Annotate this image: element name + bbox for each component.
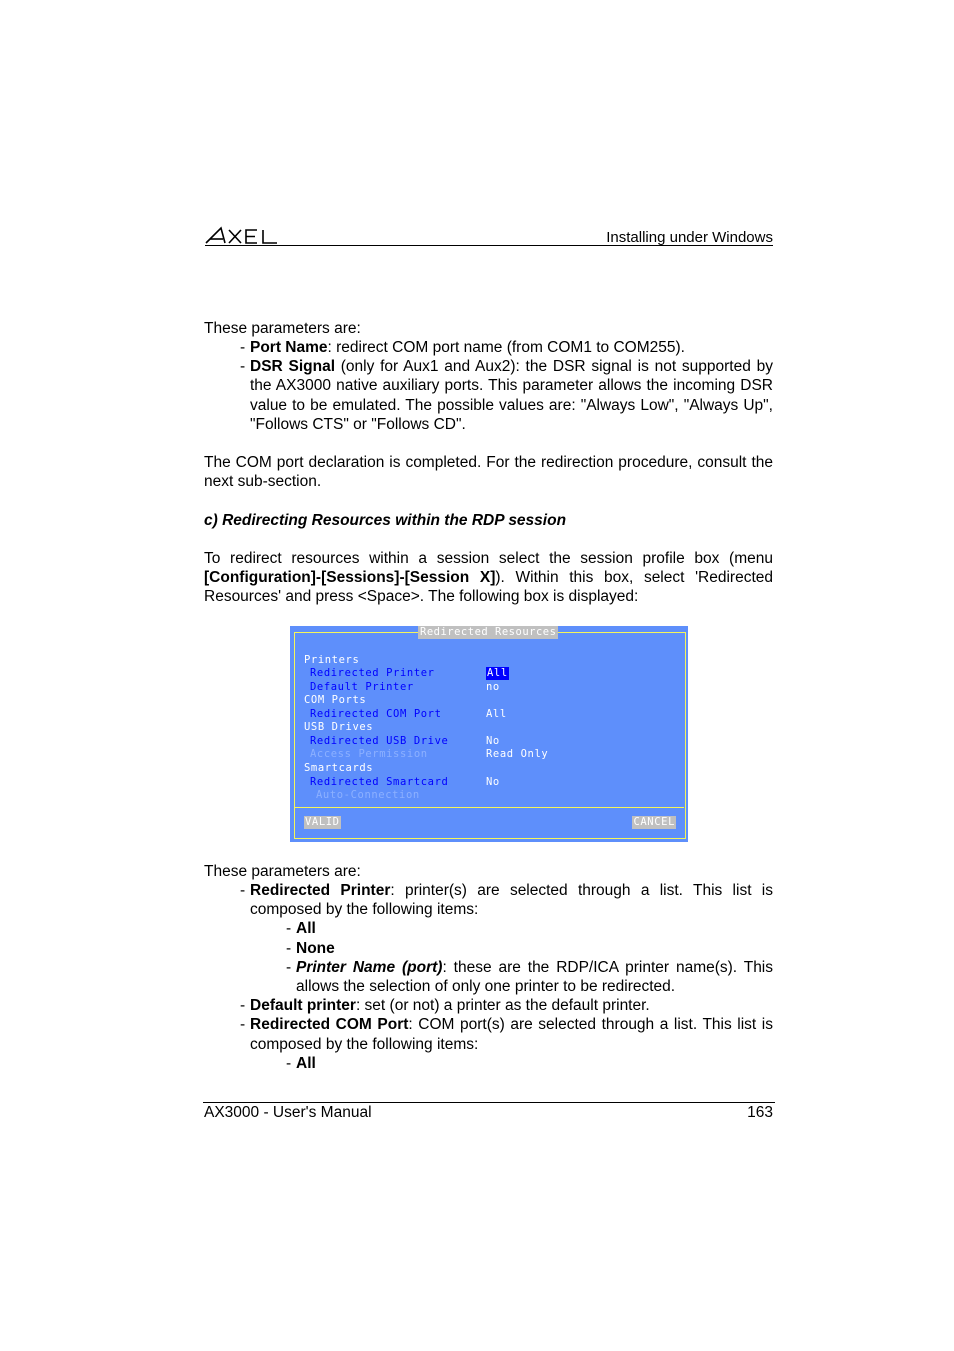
param-list-2 (240, 881, 773, 1073)
redirected-printer-value[interactable]: All (487, 667, 508, 679)
valid-button[interactable]: VALID (305, 816, 340, 828)
param-name: Redirected COM Port (250, 1016, 409, 1034)
section-printers: Printers (304, 654, 360, 666)
redirected-usb-label[interactable]: Redirected USB Drive (310, 735, 449, 747)
section-usb-drives: USB Drives (304, 721, 374, 733)
redirected-printer-label[interactable]: Redirected Printer (310, 667, 435, 679)
access-permission-label: Access Permission (310, 748, 428, 760)
redirected-resources-dialog (290, 626, 688, 842)
auto-connection-label: Auto-Connection (316, 789, 420, 801)
default-printer-label[interactable]: Default Printer (310, 681, 414, 693)
list-item: - All (286, 920, 316, 938)
intro-text-2: These parameters are: (204, 863, 361, 880)
list-item: - DSR Signal (only for Aux1 and Aux2): the DSR signal is not supported by the AX3000 native auxiliary ports. This parameter allows the incoming DSR value to be emulated. The possible values are: "Always Low", "Always Up", "Follows CTS" or "Follows CD". (240, 358, 773, 433)
param-name: Default printer (250, 997, 356, 1015)
param-list-1 (240, 338, 773, 434)
section-smartcards: Smartcards (304, 762, 374, 774)
axel-logo-icon (205, 222, 291, 246)
subsection-heading: c) Redirecting Resources within the RDP session (204, 512, 567, 529)
redirect-paragraph: To redirect resources within a session select the session profile box (menu [Configuration]-[Sessions]-[Session X]). Within this box, select 'Redirected Resources' and press <Space>. The following box is displayed: (204, 550, 773, 606)
redirected-usb-value[interactable]: No (486, 735, 500, 747)
section-com-ports: COM Ports (304, 694, 367, 706)
param-name: Port Name (250, 339, 328, 356)
list-item: - None (286, 939, 335, 957)
redirected-smartcard-label[interactable]: Redirected Smartcard (310, 776, 449, 788)
list-item: - Redirected COM Port: COM port(s) are selected through a list. This list is composed by the following items: (240, 1016, 773, 1053)
list-item: - Default printer: set (or not) a printer as the default printer. (240, 997, 650, 1015)
page-number: 163 (747, 1104, 773, 1121)
cancel-button[interactable]: CANCEL (633, 816, 675, 828)
footer-manual: AX3000 - User's Manual (204, 1104, 372, 1121)
redirected-com-value[interactable]: All (486, 708, 507, 720)
list-item: - Redirected Printer: printer(s) are selected through a list. This list is composed by the following items: (240, 882, 773, 919)
list-item: - Printer Name (port): these are the RDP/ICA printer name(s). This allows the selection of only one printer to be redirected. (286, 958, 774, 996)
dialog-divider (294, 807, 684, 808)
svg-text:AXEL: AXEL (205, 222, 208, 223)
completed-text: The COM port declaration is completed. For the redirection procedure, consult the next sub-section. (204, 454, 773, 491)
list-item: - All (286, 1054, 316, 1072)
access-permission-value: Read Only (486, 748, 549, 760)
param-name: Redirected Printer (250, 882, 391, 899)
redirected-com-label[interactable]: Redirected COM Port (310, 708, 442, 720)
header-section: Installing under Windows (606, 229, 773, 246)
sub-list-printer (240, 919, 773, 996)
intro-text-1: These parameters are: (204, 320, 361, 337)
dialog-title: Redirected Resources (420, 626, 557, 638)
param-name: DSR Signal (250, 358, 335, 376)
list-item: - Port Name: redirect COM port name (from COM1 to COM255). (240, 339, 685, 356)
footer-rule (203, 1102, 775, 1103)
menu-path: [Configuration]-[Sessions]-[Session X] (204, 569, 496, 587)
sub-list-com (240, 1054, 773, 1073)
default-printer-value[interactable]: no (486, 681, 500, 693)
redirected-smartcard-value[interactable]: No (486, 776, 500, 788)
